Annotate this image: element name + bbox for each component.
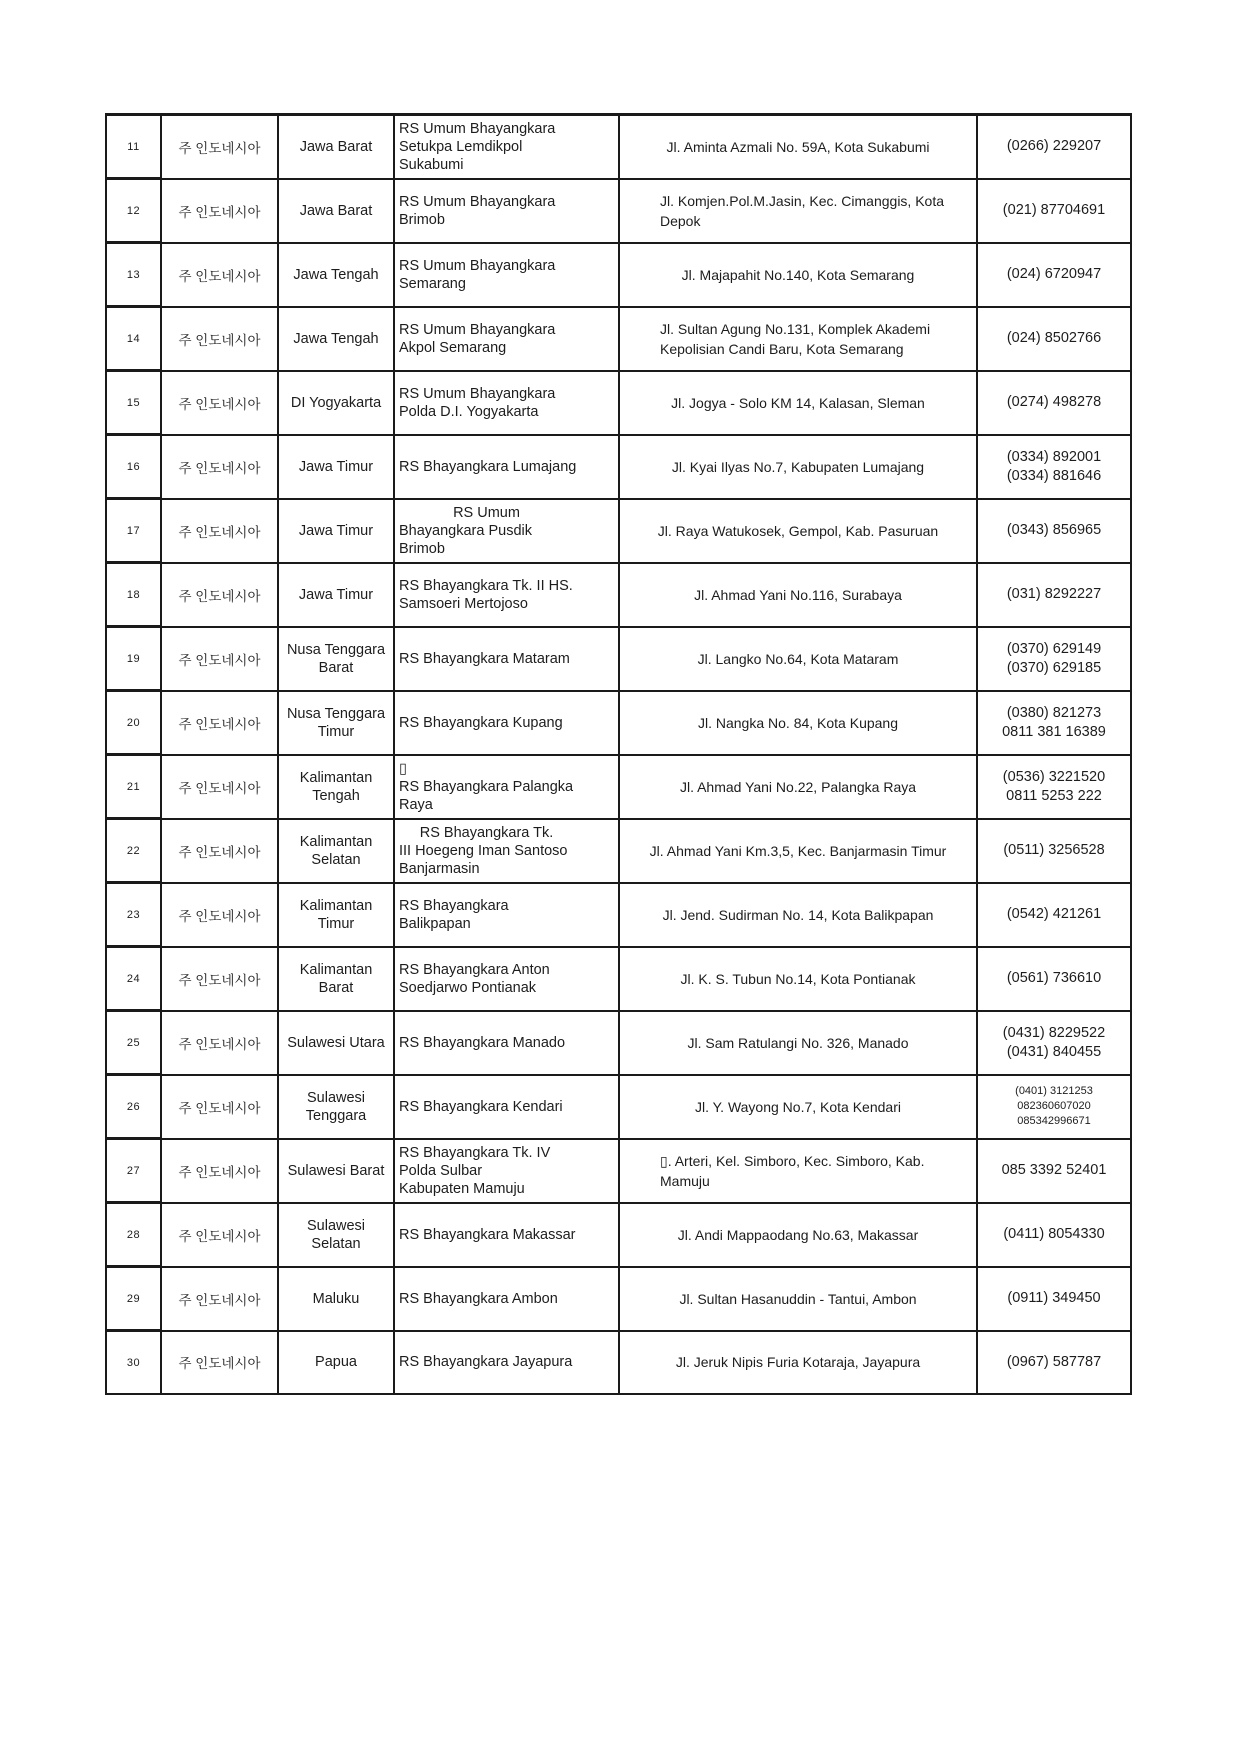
cell-province [278, 563, 394, 627]
cell-phone-line: (0542) 421261 [1006, 906, 1102, 922]
cell-phone-line: (0380) 821273 [1006, 704, 1102, 721]
cell-country [161, 883, 278, 947]
cell-address [619, 1011, 977, 1075]
cell-phone-line: (0370) 629185 [1006, 659, 1102, 676]
cell-province [278, 1267, 394, 1331]
cell-province-line: Jawa Timur [298, 586, 374, 603]
cell-row-number [106, 435, 161, 499]
cell-address-line: Jl. Langko No.64, Kota Mataram [697, 650, 899, 667]
cell-address-line: Depok [660, 212, 701, 229]
cell-hospital-name [394, 883, 619, 947]
cell-row-number [106, 1203, 161, 1267]
cell-row-number [106, 1331, 161, 1395]
cell-country-line: 주 인도네시아 [178, 332, 261, 348]
cell-row-number-line: 20 [126, 716, 141, 729]
cell-phone [977, 1331, 1131, 1395]
cell-row-number [106, 115, 161, 179]
cell-hospital-name-line: Balikpapan [399, 915, 471, 932]
cell-address-line: Kepolisian Candi Baru, Kota Semarang [660, 340, 904, 357]
cell-address [619, 755, 977, 819]
table-body [106, 115, 1131, 1395]
cell-phone-line: (021) 87704691 [1002, 202, 1106, 218]
cell-row-number [106, 1075, 161, 1139]
cell-phone-line: (0431) 840455 [1006, 1043, 1102, 1060]
cell-province-line: Selatan [311, 851, 361, 868]
cell-province-line: Timur [317, 723, 355, 740]
table-row [106, 947, 1131, 1011]
cell-hospital-name [394, 947, 619, 1011]
cell-row-number-line: 14 [126, 332, 141, 345]
cell-phone-line: (024) 6720947 [1006, 266, 1102, 282]
cell-hospital-name-line: RS Umum [453, 504, 520, 521]
cell-phone [977, 115, 1131, 179]
cell-phone [977, 947, 1131, 1011]
hospital-directory-page [105, 113, 1132, 1395]
cell-phone-line: (024) 8502766 [1006, 330, 1102, 346]
cell-address-line: Jl. Raya Watukosek, Gempol, Kab. Pasuruan [657, 522, 939, 539]
cell-country-line: 주 인도네시아 [178, 1036, 261, 1052]
cell-hospital-name-line: RS Umum Bhayangkara [399, 120, 556, 137]
cell-row-number [106, 1011, 161, 1075]
cell-address-line: Jl. Andi Mappaodang No.63, Makassar [677, 1226, 919, 1243]
cell-phone [977, 307, 1131, 371]
cell-hospital-name-line: RS Bhayangkara Ambon [399, 1290, 558, 1307]
cell-phone [977, 819, 1131, 883]
cell-row-number-line: 26 [126, 1100, 141, 1113]
cell-phone-line: 082360607020 [1017, 1100, 1091, 1112]
cell-row-number [106, 883, 161, 947]
table-row [106, 371, 1131, 435]
cell-phone-line: (0334) 881646 [1006, 467, 1102, 484]
cell-address-line: Jl. Sultan Agung No.131, Komplek Akademi [660, 320, 931, 337]
table-row [106, 307, 1131, 371]
cell-row-number-line: 24 [126, 972, 141, 985]
table-row [106, 691, 1131, 755]
cell-address [619, 179, 977, 243]
cell-row-number-line: 13 [126, 268, 141, 281]
cell-hospital-name-line: RS Bhayangkara Mataram [399, 650, 570, 667]
cell-country [161, 435, 278, 499]
cell-row-number [106, 1267, 161, 1331]
cell-row-number-line: 27 [126, 1164, 141, 1177]
cell-address [619, 1203, 977, 1267]
cell-address-line: Jl. Sultan Hasanuddin - Tantui, Ambon [679, 1290, 917, 1307]
cell-country [161, 1203, 278, 1267]
cell-province-line: Jawa Tengah [293, 330, 379, 347]
cell-phone [977, 371, 1131, 435]
cell-address [619, 115, 977, 179]
cell-address-line: Jl. Jend. Sudirman No. 14, Kota Balikpapan [662, 906, 934, 923]
cell-country-line: 주 인도네시아 [178, 524, 261, 540]
cell-row-number [106, 243, 161, 307]
cell-phone [977, 883, 1131, 947]
cell-country [161, 499, 278, 563]
cell-phone [977, 755, 1131, 819]
cell-phone [977, 435, 1131, 499]
cell-province [278, 691, 394, 755]
cell-country-line: 주 인도네시아 [178, 204, 261, 220]
cell-country-line: 주 인도네시아 [178, 716, 261, 732]
cell-hospital-name-line: Polda D.I. Yogyakarta [399, 403, 539, 420]
cell-phone-line: 085 3392 52401 [1001, 1162, 1107, 1178]
cell-phone-line: (031) 8292227 [1006, 586, 1102, 602]
cell-address-line: Jl. Kyai Ilyas No.7, Kabupaten Lumajang [671, 458, 925, 475]
cell-phone [977, 1267, 1131, 1331]
cell-country [161, 1267, 278, 1331]
cell-province [278, 947, 394, 1011]
cell-row-number [106, 307, 161, 371]
cell-phone [977, 1075, 1131, 1139]
cell-address-line: Jl. Jeruk Nipis Furia Kotaraja, Jayapura [675, 1354, 921, 1371]
cell-address [619, 307, 977, 371]
cell-hospital-name-line: RS Umum Bhayangkara [399, 385, 556, 402]
cell-hospital-name-line: RS Bhayangkara Anton [399, 961, 550, 978]
cell-phone-line: 085342996671 [1017, 1115, 1091, 1127]
cell-country-line: 주 인도네시아 [178, 908, 261, 924]
cell-hospital-name-line: RS Bhayangkara Tk. [419, 824, 554, 841]
table-row [106, 115, 1131, 179]
cell-hospital-name [394, 179, 619, 243]
cell-province-line: Sulawesi [306, 1217, 366, 1234]
cell-phone-line: (0967) 587787 [1006, 1353, 1102, 1370]
cell-address [619, 243, 977, 307]
cell-hospital-name-line: Polda Sulbar [399, 1162, 483, 1179]
cell-address [619, 371, 977, 435]
cell-hospital-name [394, 243, 619, 307]
cell-row-number-line: 11 [127, 140, 140, 153]
cell-province-line: Kalimantan [299, 833, 373, 850]
cell-phone-line: (0431) 8229522 [1002, 1024, 1106, 1041]
cell-hospital-name-line: RS Bhayangkara Makassar [399, 1226, 576, 1243]
cell-address-line: Jl. Majapahit No.140, Kota Semarang [681, 266, 915, 283]
cell-province-line: Jawa Barat [299, 138, 373, 155]
cell-hospital-name [394, 1267, 619, 1331]
cell-hospital-name-line: Samsoeri Mertojoso [399, 595, 528, 612]
cell-province-line: Timur [317, 915, 355, 932]
cell-address [619, 499, 977, 563]
cell-phone [977, 563, 1131, 627]
cell-address [619, 1331, 977, 1395]
cell-address [619, 435, 977, 499]
table-row [106, 179, 1131, 243]
cell-country-line: 주 인도네시아 [178, 588, 261, 604]
cell-province [278, 1011, 394, 1075]
cell-province-line: Kalimantan [299, 961, 373, 978]
cell-phone-line: 0811 381 16389 [1002, 723, 1106, 740]
cell-country [161, 179, 278, 243]
cell-country-line: 주 인도네시아 [178, 780, 261, 796]
cell-province [278, 435, 394, 499]
cell-row-number-line: 16 [126, 460, 141, 473]
cell-hospital-name-line: RS Bhayangkara Tk. II HS. [399, 577, 573, 594]
cell-address-line: Jl. Komjen.Pol.M.Jasin, Kec. Cimanggis, Kota [660, 192, 945, 209]
cell-province-line: Sulawesi [306, 1089, 366, 1106]
cell-address-line: Jl. Jogya - Solo KM 14, Kalasan, Sleman [671, 394, 925, 411]
cell-country [161, 627, 278, 691]
cell-province [278, 115, 394, 179]
cell-phone [977, 179, 1131, 243]
cell-hospital-name [394, 115, 619, 179]
cell-phone [977, 1011, 1131, 1075]
cell-province-line: Barat [318, 979, 354, 996]
cell-country-line: 주 인도네시아 [178, 1228, 261, 1244]
table-row [106, 819, 1131, 883]
cell-province [278, 627, 394, 691]
cell-row-number-line: 18 [126, 588, 141, 601]
cell-address-line: Mamuju [660, 1172, 710, 1189]
cell-hospital-name-line: Brimob [399, 540, 445, 557]
cell-country [161, 755, 278, 819]
cell-province-line: Nusa Tenggara [286, 641, 386, 658]
cell-hospital-name [394, 563, 619, 627]
cell-hospital-name-line: Kabupaten Mamuju [399, 1180, 525, 1197]
table-row [106, 1331, 1131, 1395]
cell-row-number-line: 22 [126, 844, 141, 857]
cell-row-number [106, 563, 161, 627]
cell-phone [977, 243, 1131, 307]
cell-address-line: Jl. Aminta Azmali No. 59A, Kota Sukabumi [666, 138, 930, 155]
cell-row-number [106, 499, 161, 563]
cell-hospital-name-line: Soedjarwo Pontianak [399, 979, 537, 996]
cell-hospital-name [394, 1139, 619, 1203]
cell-province-line: Jawa Timur [298, 522, 374, 539]
cell-hospital-name [394, 691, 619, 755]
cell-hospital-name-line: Raya [399, 796, 433, 813]
cell-row-number-line: 30 [126, 1356, 141, 1369]
cell-province-line: Kalimantan [299, 769, 373, 786]
table-row [106, 1139, 1131, 1203]
cell-province-line: DI Yogyakarta [290, 394, 382, 411]
cell-province-line: Nusa Tenggara [286, 705, 386, 722]
cell-address-line: Jl. Sam Ratulangi No. 326, Manado [687, 1034, 909, 1051]
cell-row-number-line: 29 [126, 1292, 141, 1305]
cell-hospital-name-line: RS Bhayangkara Manado [399, 1034, 566, 1051]
table-row [106, 435, 1131, 499]
cell-province [278, 819, 394, 883]
cell-province-line: Tengah [312, 787, 360, 804]
table-row [106, 563, 1131, 627]
cell-phone-line: (0274) 498278 [1006, 394, 1102, 410]
cell-hospital-name [394, 1203, 619, 1267]
cell-country [161, 1331, 278, 1395]
cell-country-line: 주 인도네시아 [178, 972, 261, 988]
cell-hospital-name [394, 819, 619, 883]
cell-hospital-name-line: Banjarmasin [399, 860, 480, 877]
cell-row-number [106, 1139, 161, 1203]
table-row [106, 1075, 1131, 1139]
cell-country [161, 371, 278, 435]
cell-province-line: Jawa Barat [299, 202, 373, 219]
cell-country-line: 주 인도네시아 [178, 1292, 261, 1308]
cell-hospital-name [394, 1331, 619, 1395]
cell-province [278, 1139, 394, 1203]
cell-address [619, 627, 977, 691]
cell-province-line: Jawa Timur [298, 458, 374, 475]
cell-hospital-name-line: RS Bhayangkara Lumajang [399, 458, 577, 475]
cell-province [278, 179, 394, 243]
cell-province [278, 371, 394, 435]
cell-province-line: Papua [315, 1354, 357, 1371]
cell-country [161, 947, 278, 1011]
cell-phone-line: (0561) 736610 [1006, 970, 1102, 986]
table-row [106, 627, 1131, 691]
cell-hospital-name [394, 1011, 619, 1075]
cell-row-number [106, 755, 161, 819]
cell-hospital-name [394, 755, 619, 819]
cell-hospital-name-line: RS Bhayangkara Jayapura [399, 1354, 573, 1371]
cell-address-line: ▯. Arteri, Kel. Simboro, Kec. Simboro, Kab. [660, 1152, 925, 1169]
cell-phone-line: (0370) 629149 [1006, 640, 1102, 657]
cell-row-number [106, 627, 161, 691]
cell-country [161, 691, 278, 755]
cell-row-number-line: 25 [126, 1036, 141, 1049]
cell-hospital-name [394, 307, 619, 371]
cell-province [278, 883, 394, 947]
cell-province [278, 1203, 394, 1267]
cell-province [278, 307, 394, 371]
cell-address-line: Jl. Ahmad Yani Km.3,5, Kec. Banjarmasin Timur [649, 842, 947, 859]
cell-phone [977, 499, 1131, 563]
cell-hospital-name-line: RS Umum Bhayangkara [399, 257, 556, 274]
cell-country-line: 주 인도네시아 [178, 1100, 261, 1116]
cell-address-line: Jl. Y. Wayong No.7, Kota Kendari [695, 1098, 901, 1115]
cell-phone-line: (0536) 3221520 [1002, 768, 1106, 785]
cell-row-number-line: 12 [126, 204, 141, 217]
cell-province [278, 1075, 394, 1139]
cell-country [161, 819, 278, 883]
cell-row-number [106, 371, 161, 435]
table-row [106, 755, 1131, 819]
cell-hospital-name-line: RS Bhayangkara Tk. IV [399, 1144, 551, 1161]
hospital-directory-table [105, 113, 1132, 1395]
cell-address-line: Jl. Ahmad Yani No.22, Palangka Raya [679, 778, 917, 795]
table-row [106, 883, 1131, 947]
table-row [106, 1203, 1131, 1267]
cell-hospital-name-line: ▯ [399, 760, 407, 777]
cell-hospital-name [394, 499, 619, 563]
cell-row-number [106, 691, 161, 755]
cell-hospital-name-line: RS Bhayangkara Kupang [399, 714, 563, 731]
cell-province [278, 243, 394, 307]
cell-phone-line: (0911) 349450 [1007, 1290, 1101, 1306]
cell-hospital-name [394, 435, 619, 499]
cell-province-line: Jawa Tengah [293, 266, 379, 283]
table-row [106, 499, 1131, 563]
cell-country [161, 1011, 278, 1075]
cell-hospital-name-line: RS Umum Bhayangkara [399, 321, 556, 338]
cell-row-number [106, 947, 161, 1011]
cell-address [619, 1075, 977, 1139]
cell-province-line: Tenggara [305, 1107, 367, 1124]
cell-country-line: 주 인도네시아 [178, 844, 261, 860]
cell-country [161, 115, 278, 179]
cell-hospital-name-line: RS Bhayangkara Kendari [399, 1098, 563, 1115]
cell-province [278, 499, 394, 563]
cell-country-line: 주 인도네시아 [178, 652, 261, 668]
cell-row-number [106, 819, 161, 883]
cell-row-number-line: 19 [126, 652, 141, 665]
cell-address [619, 1139, 977, 1203]
cell-row-number [106, 179, 161, 243]
cell-phone [977, 691, 1131, 755]
cell-province-line: Sulawesi Utara [287, 1034, 385, 1051]
cell-phone-line: (0334) 892001 [1006, 448, 1102, 465]
cell-hospital-name-line: RS Umum Bhayangkara [399, 193, 556, 210]
cell-hospital-name-line: Akpol Semarang [399, 339, 507, 356]
cell-address-line: Jl. K. S. Tubun No.14, Kota Pontianak [680, 970, 916, 987]
cell-row-number-line: 15 [126, 396, 141, 409]
table-row [106, 1267, 1131, 1331]
cell-address-line: Jl. Nangka No. 84, Kota Kupang [697, 714, 899, 731]
cell-province-line: Maluku [312, 1290, 360, 1307]
cell-address [619, 947, 977, 1011]
cell-country-line: 주 인도네시아 [178, 268, 261, 284]
cell-province-line: Kalimantan [299, 897, 373, 914]
cell-country-line: 주 인도네시아 [178, 1164, 261, 1180]
cell-hospital-name-line: Bhayangkara Pusdik [399, 522, 532, 539]
cell-address [619, 883, 977, 947]
cell-country [161, 307, 278, 371]
cell-country [161, 243, 278, 307]
cell-province-line: Barat [318, 659, 354, 676]
cell-phone-line: (0266) 229207 [1006, 138, 1102, 155]
cell-hospital-name-line: RS Bhayangkara Palangka [399, 778, 574, 795]
cell-address [619, 563, 977, 627]
cell-hospital-name [394, 371, 619, 435]
cell-address [619, 819, 977, 883]
cell-address [619, 1267, 977, 1331]
cell-province [278, 1331, 394, 1395]
cell-country [161, 1075, 278, 1139]
cell-phone-line: (0411) 8054330 [1003, 1226, 1105, 1242]
table-row [106, 1011, 1131, 1075]
cell-hospital-name-line: III Hoegeng Iman Santoso [399, 842, 568, 859]
cell-phone [977, 1139, 1131, 1203]
cell-row-number-line: 23 [126, 908, 141, 921]
cell-country [161, 1139, 278, 1203]
cell-address [619, 691, 977, 755]
cell-province-line: Sulawesi Barat [287, 1162, 385, 1179]
cell-phone-line: (0401) 3121253 [1015, 1085, 1093, 1097]
cell-hospital-name-line: Setukpa Lemdikpol [399, 138, 523, 155]
cell-phone-line: (0511) 3256528 [1003, 842, 1105, 858]
cell-country-line: 주 인도네시아 [178, 140, 261, 156]
cell-province [278, 755, 394, 819]
cell-country-line: 주 인도네시아 [178, 460, 261, 476]
cell-phone-line: 0811 5253 222 [1006, 787, 1102, 804]
cell-phone [977, 1203, 1131, 1267]
cell-province-line: Selatan [311, 1235, 361, 1252]
cell-hospital-name-line: Semarang [399, 275, 466, 292]
cell-hospital-name-line: RS Bhayangkara [399, 897, 509, 914]
cell-country-line: 주 인도네시아 [178, 396, 261, 412]
cell-address-line: Jl. Ahmad Yani No.116, Surabaya [694, 586, 902, 603]
cell-row-number-line: 21 [126, 780, 141, 793]
cell-row-number-line: 28 [126, 1228, 141, 1241]
cell-hospital-name-line: Brimob [399, 211, 445, 228]
cell-phone-line: (0343) 856965 [1006, 522, 1102, 538]
cell-phone [977, 627, 1131, 691]
cell-country-line: 주 인도네시아 [178, 1356, 261, 1372]
cell-country [161, 563, 278, 627]
cell-hospital-name [394, 627, 619, 691]
cell-hospital-name [394, 1075, 619, 1139]
cell-row-number-line: 17 [126, 524, 141, 537]
cell-hospital-name-line: Sukabumi [399, 156, 464, 173]
table-row [106, 243, 1131, 307]
